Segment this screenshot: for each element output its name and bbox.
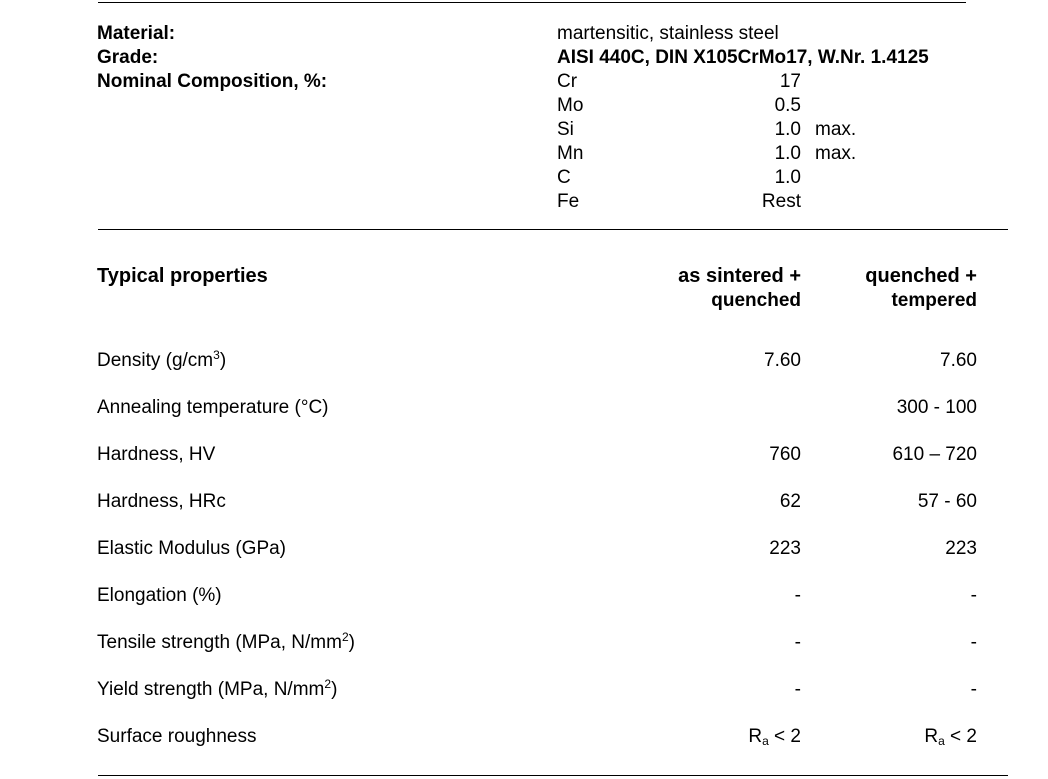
composition-element: C (557, 167, 571, 188)
composition-element: Fe (557, 191, 580, 212)
composition-element: Mn (557, 143, 584, 164)
property-value-tempered: - (970, 585, 977, 606)
col2-header-line1: quenched + (865, 265, 977, 287)
property-value-sintered: 62 (779, 491, 801, 512)
composition-note: max. (815, 143, 857, 164)
composition-element: Cr (557, 71, 578, 92)
composition-label: Nominal Composition, %: (97, 71, 328, 92)
property-value-sintered: - (794, 679, 801, 700)
property-name: Elongation (%) (97, 585, 222, 606)
properties-title: Typical properties (97, 265, 268, 287)
composition-element: Mo (557, 95, 584, 116)
property-value-tempered: 610 – 720 (892, 444, 977, 465)
property-name: Tensile strength (MPa, $N/mm^2$) (97, 630, 355, 653)
top-rule (98, 2, 966, 3)
grade-value: AISI 440C, DIN X105CrMo17, W.Nr. 1.4125 (557, 47, 929, 68)
grade-label: Grade: (97, 47, 159, 68)
material-value: martensitic, stainless steel (557, 23, 779, 44)
col2-header-line2: tempered (891, 290, 977, 311)
composition-value: 1.0 (774, 143, 801, 164)
property-value-sintered: 760 (769, 444, 801, 465)
composition-value: 0.5 (774, 95, 801, 116)
property-value-tempered: $R_a < 2$ (924, 726, 977, 748)
col1-header-line1: as sintered + (678, 265, 801, 287)
property-name: Density $(g/cm^3)$ (97, 348, 227, 371)
composition-value: 1.0 (774, 167, 801, 188)
property-name: Elastic Modulus (GPa) (97, 538, 287, 559)
bottom-rule (98, 775, 1008, 776)
property-value-tempered: - (970, 679, 977, 700)
property-value-tempered: 223 (945, 538, 977, 559)
composition-value: Rest (761, 191, 801, 212)
material-label: Material: (97, 23, 176, 44)
composition-value: 1.0 (774, 119, 801, 140)
composition-value: 17 (779, 71, 801, 92)
property-name: Yield strength (MPa, $N/mm^2$) (97, 677, 338, 700)
property-name: Annealing temperature (°C) (97, 397, 329, 418)
composition-element: Si (557, 119, 574, 140)
property-name: Hardness, HRc (97, 491, 226, 512)
property-value-sintered: $R_a < 2$ (748, 726, 801, 748)
col1-header-line2: quenched (711, 290, 801, 311)
section-rule (98, 229, 1008, 230)
property-value-sintered: - (794, 585, 801, 606)
property-value-sintered: - (794, 632, 801, 653)
property-name: Surface roughness (97, 726, 257, 747)
property-value-tempered: 300 - 100 (896, 397, 977, 418)
property-value-tempered: 7.60 (940, 350, 977, 371)
property-value-sintered: 7.60 (764, 350, 801, 371)
property-name: Hardness, HV (97, 444, 216, 465)
property-value-tempered: 57 - 60 (917, 491, 977, 512)
property-value-tempered: - (970, 632, 977, 653)
property-value-sintered: 223 (769, 538, 801, 559)
composition-note: max. (815, 119, 857, 140)
